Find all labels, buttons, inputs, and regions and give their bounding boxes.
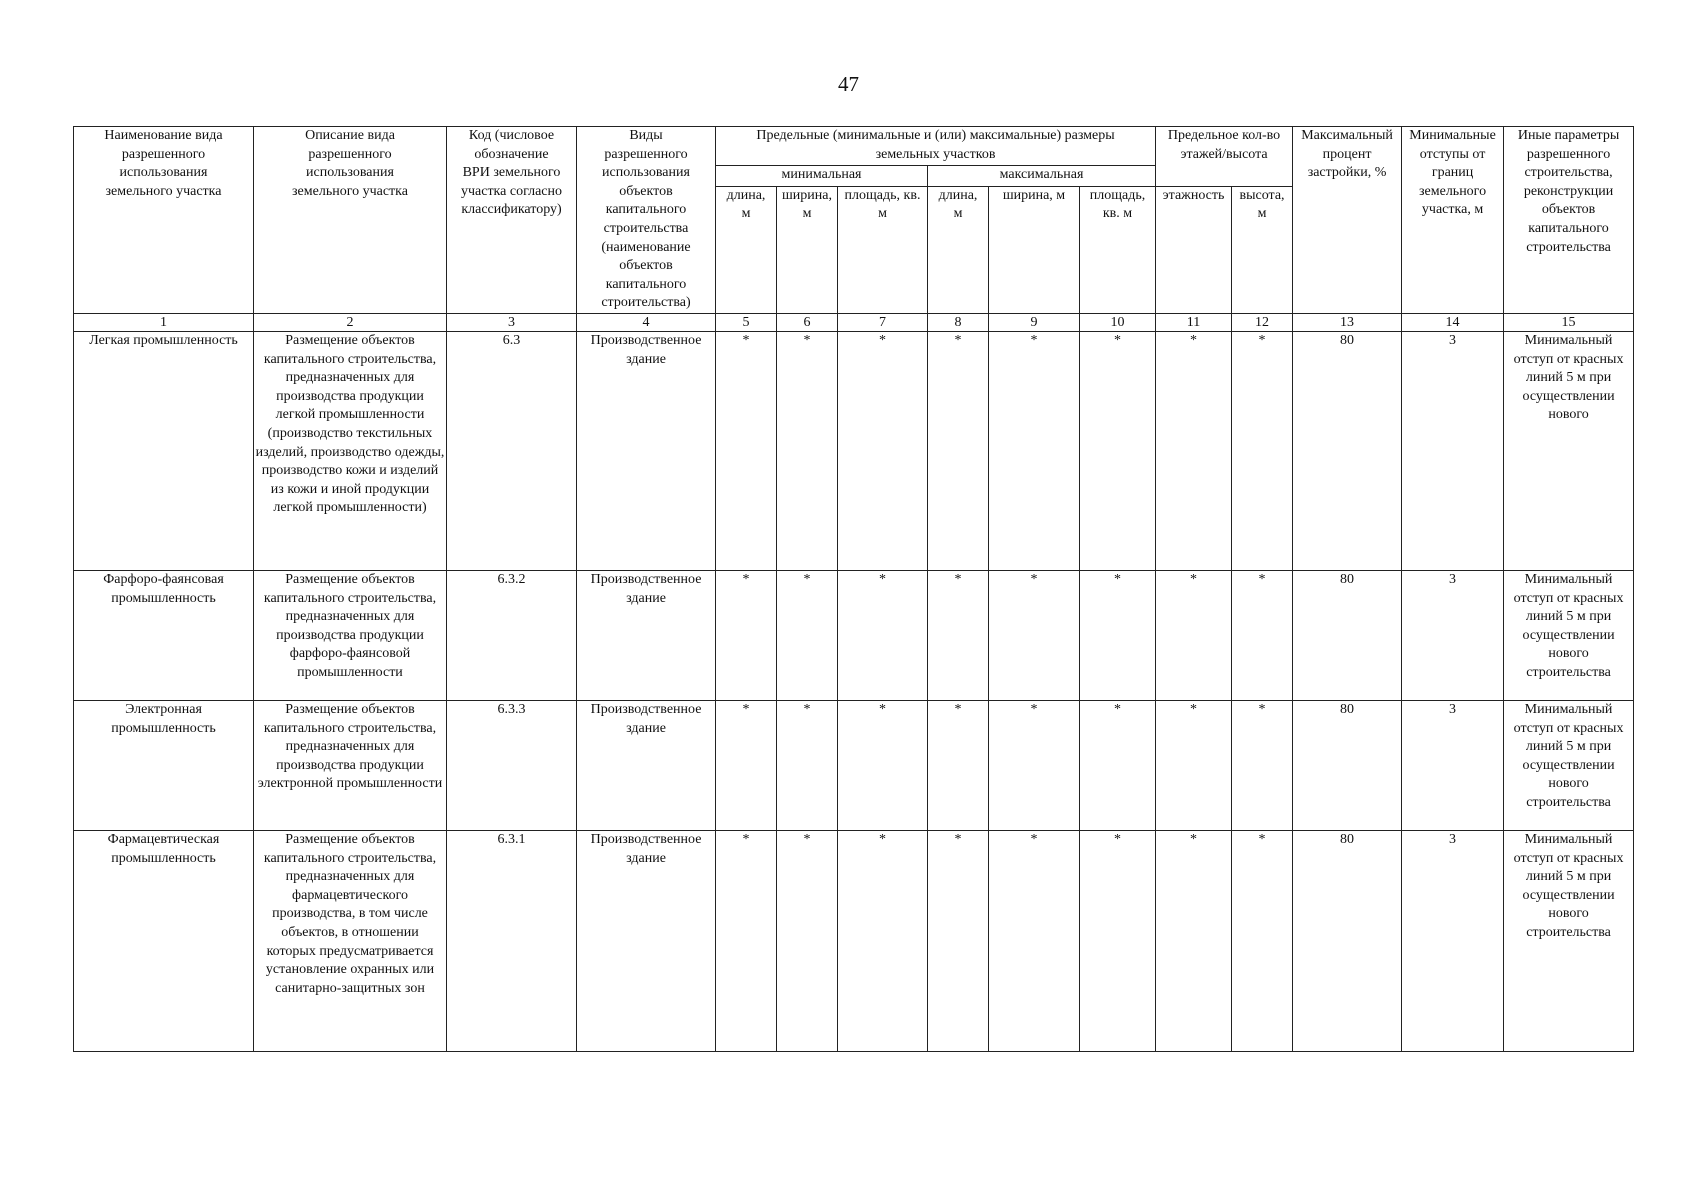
max-coverage-value: 80 (1293, 700, 1402, 830)
other-parameters-value: Минимальный отступ от красных линий 5 м при осуществлении нового (1504, 331, 1634, 570)
header-min-area: площадь, кв. м (838, 186, 928, 313)
min-width-value: * (777, 331, 838, 570)
min-setback-value: 3 (1402, 570, 1504, 700)
header-max-area: площадь, кв. м (1080, 186, 1156, 313)
min-length-value: * (716, 700, 777, 830)
min-area-value: * (838, 830, 928, 1051)
min-width-value: * (777, 830, 838, 1051)
header-max-coverage: Максимальный процент застройки, % (1293, 127, 1402, 314)
use-name: Электронная промышленность (74, 700, 254, 830)
header-max-length: длина, м (928, 186, 989, 313)
use-description: Размещение объектов капитального строительства, предназначенных для производства продукции легкой промышленности (производство текстильных изделий, производство одежды, производство кожи и изделий из кожи и иной продукции легкой промышленности) (254, 331, 447, 570)
min-area-value: * (838, 570, 928, 700)
max-coverage-value: 80 (1293, 570, 1402, 700)
max-width-value: * (989, 570, 1080, 700)
max-length-value: * (928, 570, 989, 700)
column-number: 1 (74, 313, 254, 331)
column-number: 5 (716, 313, 777, 331)
header-permitted-use-name: Наименование вида разрешенного использования земельного участка (74, 127, 254, 314)
floors-value: * (1156, 331, 1232, 570)
other-parameters-value: Минимальный отступ от красных линий 5 м при осуществлении нового строительства (1504, 700, 1634, 830)
floors-value: * (1156, 570, 1232, 700)
table-row (74, 331, 1634, 570)
building-kind: Производственное здание (577, 830, 716, 1051)
max-width-value: * (989, 830, 1080, 1051)
max-length-value: * (928, 700, 989, 830)
use-description: Размещение объектов капитального строительства, предназначенных для фармацевтического производства, в том числе объектов, в отношении которых предусматривается установление охранных или санитарно-защитных зон (254, 830, 447, 1051)
header-permitted-use-description: Описание вида разрешенного использования земельного участка (254, 127, 447, 314)
column-number: 3 (447, 313, 577, 331)
header-min-length: длина, м (716, 186, 777, 313)
min-length-value: * (716, 570, 777, 700)
floors-value: * (1156, 830, 1232, 1051)
height-value: * (1232, 570, 1293, 700)
use-name: Легкая промышленность (74, 331, 254, 570)
column-number: 2 (254, 313, 447, 331)
building-kind: Производственное здание (577, 570, 716, 700)
column-number: 9 (989, 313, 1080, 331)
max-width-value: * (989, 331, 1080, 570)
column-number: 4 (577, 313, 716, 331)
max-width-value: * (989, 700, 1080, 830)
column-number-row (74, 313, 1634, 331)
max-length-value: * (928, 331, 989, 570)
header-floor-limits: Предельное кол-во этажей/высота (1156, 127, 1293, 187)
height-value: * (1232, 331, 1293, 570)
max-area-value: * (1080, 570, 1156, 700)
header-use-code: Код (числовое обозначение ВРИ земельного участка согласно классификатору) (447, 127, 577, 314)
use-code: 6.3.2 (447, 570, 577, 700)
column-number: 8 (928, 313, 989, 331)
table-row (74, 700, 1634, 830)
column-number: 11 (1156, 313, 1232, 331)
header-other-parameters: Иные параметры разрешенного строительства, реконструкции объектов капитального строительства (1504, 127, 1634, 314)
header-building-kinds: Виды разрешенного использования объектов капитального строительства (наименование объектов капитального строительства) (577, 127, 716, 314)
header-min-setback: Минимальные отступы от границ земельного участка, м (1402, 127, 1504, 314)
min-width-value: * (777, 570, 838, 700)
max-area-value: * (1080, 830, 1156, 1051)
height-value: * (1232, 700, 1293, 830)
max-length-value: * (928, 830, 989, 1051)
header-max-width: ширина, м (989, 186, 1080, 313)
column-number: 7 (838, 313, 928, 331)
max-area-value: * (1080, 331, 1156, 570)
min-setback-value: 3 (1402, 331, 1504, 570)
min-width-value: * (777, 700, 838, 830)
use-description: Размещение объектов капитального строительства, предназначенных для производства продукции фарфоро-фаянсовой промышленности (254, 570, 447, 700)
use-code: 6.3.1 (447, 830, 577, 1051)
max-coverage-value: 80 (1293, 830, 1402, 1051)
max-coverage-value: 80 (1293, 331, 1402, 570)
table-row (74, 830, 1634, 1051)
min-setback-value: 3 (1402, 830, 1504, 1051)
table-row (74, 570, 1634, 700)
header-floors: этажность (1156, 186, 1232, 313)
column-number: 14 (1402, 313, 1504, 331)
header-height: высота, м (1232, 186, 1293, 313)
min-length-value: * (716, 331, 777, 570)
use-description: Размещение объектов капитального строительства, предназначенных для производства продукции электронной промышленности (254, 700, 447, 830)
header-minimal: минимальная (716, 166, 928, 186)
floors-value: * (1156, 700, 1232, 830)
min-setback-value: 3 (1402, 700, 1504, 830)
page-number: 47 (838, 72, 859, 96)
use-code: 6.3.3 (447, 700, 577, 830)
min-area-value: * (838, 700, 928, 830)
header-plot-size-limits: Предельные (минимальные и (или) максимальные) размеры земельных участков (716, 127, 1156, 166)
column-number: 15 (1504, 313, 1634, 331)
header-min-width: ширина, м (777, 186, 838, 313)
building-kind: Производственное здание (577, 700, 716, 830)
use-code: 6.3 (447, 331, 577, 570)
use-name: Фармацевтическая промышленность (74, 830, 254, 1051)
min-length-value: * (716, 830, 777, 1051)
column-number: 10 (1080, 313, 1156, 331)
building-kind: Производственное здание (577, 331, 716, 570)
height-value: * (1232, 830, 1293, 1051)
column-number: 13 (1293, 313, 1402, 331)
use-name: Фарфоро-фаянсовая промышленность (74, 570, 254, 700)
min-area-value: * (838, 331, 928, 570)
other-parameters-value: Минимальный отступ от красных линий 5 м при осуществлении нового строительства (1504, 570, 1634, 700)
header-maximal: максимальная (928, 166, 1156, 186)
other-parameters-value: Минимальный отступ от красных линий 5 м при осуществлении нового строительства (1504, 830, 1634, 1051)
max-area-value: * (1080, 700, 1156, 830)
regulations-table (73, 126, 1634, 1052)
column-number: 12 (1232, 313, 1293, 331)
column-number: 6 (777, 313, 838, 331)
